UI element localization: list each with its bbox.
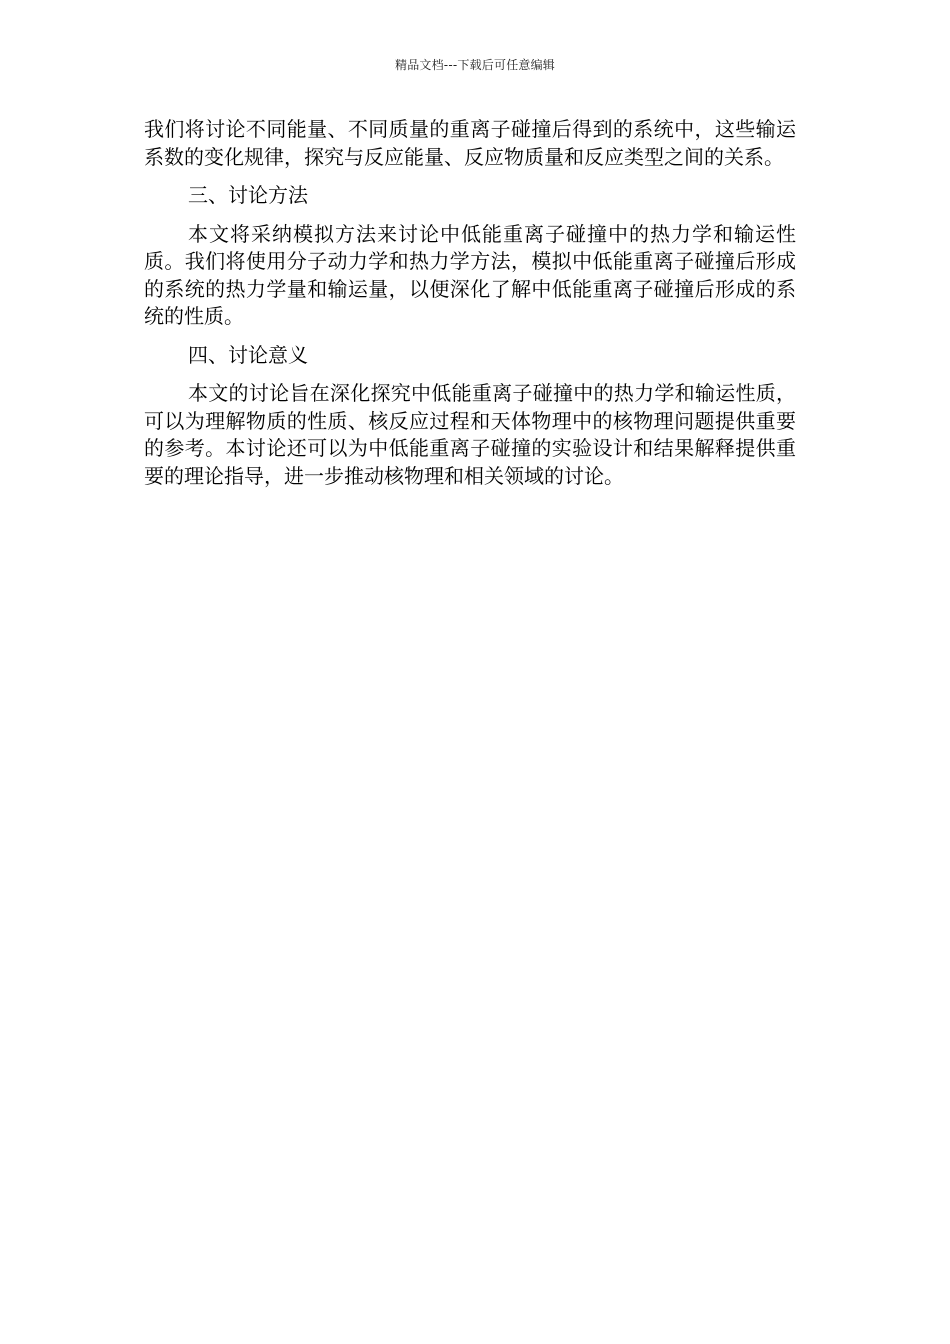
section-heading-method: 三、讨论方法: [188, 183, 308, 207]
paragraph-significance: 本文的讨论旨在深化探究中低能重离子碰撞中的热力学和输运性质，可以为理解物质的性质、核反应过程和天体物理中的核物理问题提供重要的参考。本讨论还可以为中低能重离子碰撞的实验设计和结果解释提供重要的理论指导，进一步推动核物理和相关领域的讨论。: [144, 381, 796, 488]
paragraph-intro: 我们将讨论不同能量、不同质量的重离子碰撞后得到的系统中，这些输运系数的变化规律，探究与反应能量、反应物质量和反应类型之间的关系。: [144, 117, 796, 169]
document-body: [144, 116, 796, 501]
page-header: 精品文档---下载后可任意编辑: [395, 58, 555, 72]
paragraph-method: 本文将采纳模拟方法来讨论中低能重离子碰撞中的热力学和输运性质。我们将使用分子动力学和热力学方法，模拟中低能重离子碰撞后形成的系统的热力学量和输运量，以便深化了解中低能重离子碰撞后形成的系统的性质。: [144, 221, 796, 328]
section-heading-significance: 四、讨论意义: [188, 342, 308, 367]
